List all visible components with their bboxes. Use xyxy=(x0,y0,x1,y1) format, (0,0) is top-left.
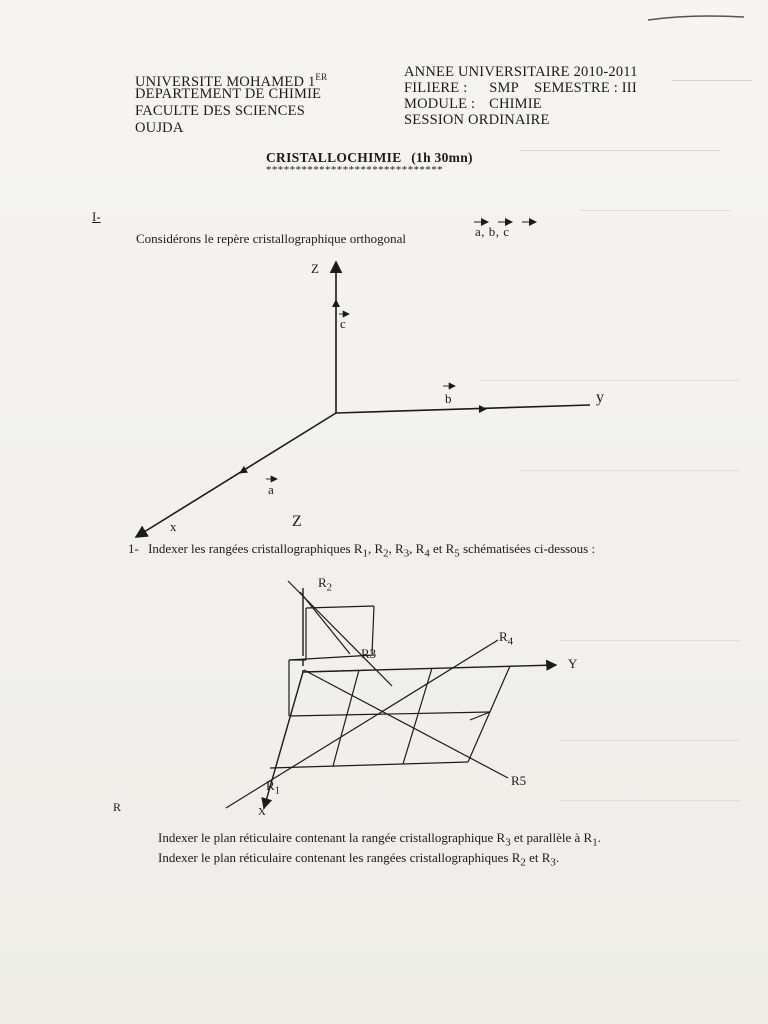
title-text: CRISTALLOCHIMIE xyxy=(266,150,402,165)
margin-r-mark: R xyxy=(113,800,122,814)
label-r5: R5 xyxy=(511,773,527,788)
semestre-value: SEMESTRE : III xyxy=(534,80,637,96)
lattice-y-axis xyxy=(303,665,556,672)
filiere-value: SMP xyxy=(489,80,519,96)
question-1-text-a: Indexer les rangées cristallographiques R xyxy=(148,541,363,556)
question-2-line-1: Indexer le plan réticulaire contenant la rangée cristallographique $R_3$ et parallèle à $R_1$. xyxy=(158,830,601,849)
header-city: OUJDA xyxy=(135,120,184,136)
row-r3-line xyxy=(300,592,350,654)
axis-label-y: y xyxy=(596,389,604,406)
cube-top-edge xyxy=(306,606,374,608)
filiere-label: FILIERE : xyxy=(404,80,468,96)
axis-label-z: Z xyxy=(311,261,319,276)
label-r1: $R_1$ xyxy=(266,778,281,797)
module-label: MODULE : xyxy=(404,96,476,112)
question-1-number: 1- xyxy=(128,541,139,556)
question-1-text-c: schématisées ci-dessous : xyxy=(462,541,596,556)
axis-label-z-bottom: Z xyxy=(292,513,302,530)
question-1: 1- Indexer les rangées cristallographiques $R_1$, $R_2$, $R_3$, $R_4$ et $R_5$ schématisées ci-dessous : xyxy=(128,541,596,560)
module-value: CHIMIE xyxy=(489,96,542,112)
university-name: UNIVERSITE MOHAMED 1 xyxy=(135,73,316,90)
label-r2: $R_2$ xyxy=(318,575,333,594)
exam-duration: (1h 30mn) xyxy=(411,150,473,165)
university-superscript: ER xyxy=(315,72,328,82)
vector-label-c: c xyxy=(340,316,346,331)
axis-label-x: x xyxy=(170,519,177,534)
section-statement: Considérons le repère cristallographique orthogonal xyxy=(136,231,407,246)
lattice-label-x: X xyxy=(258,806,266,818)
label-r4: $R_4$ xyxy=(499,629,514,648)
title-stars: ****************************** xyxy=(266,164,443,176)
header-session: SESSION ORDINAIRE xyxy=(404,112,550,128)
header-department: DEPARTEMENT DE CHIMIE xyxy=(135,86,322,102)
question-2-line-2: Indexer le plan réticulaire contenant les rangées cristallographiques $R_2$ et $R_3$. xyxy=(158,850,560,869)
question-1-text-b: et R xyxy=(432,541,455,556)
lattice-label-y: Y xyxy=(568,656,578,671)
vector-label-b: b xyxy=(445,391,452,406)
vector-label-a: a xyxy=(268,482,274,497)
header-year: ANNEE UNIVERSITAIRE 2010-2011 xyxy=(404,64,638,80)
label-r3: R3 xyxy=(361,646,377,661)
header-faculty: FACULTE DES SCIENCES xyxy=(135,103,305,119)
basis-vectors: a, b, c xyxy=(475,224,510,239)
section-marker: I- xyxy=(92,209,101,224)
